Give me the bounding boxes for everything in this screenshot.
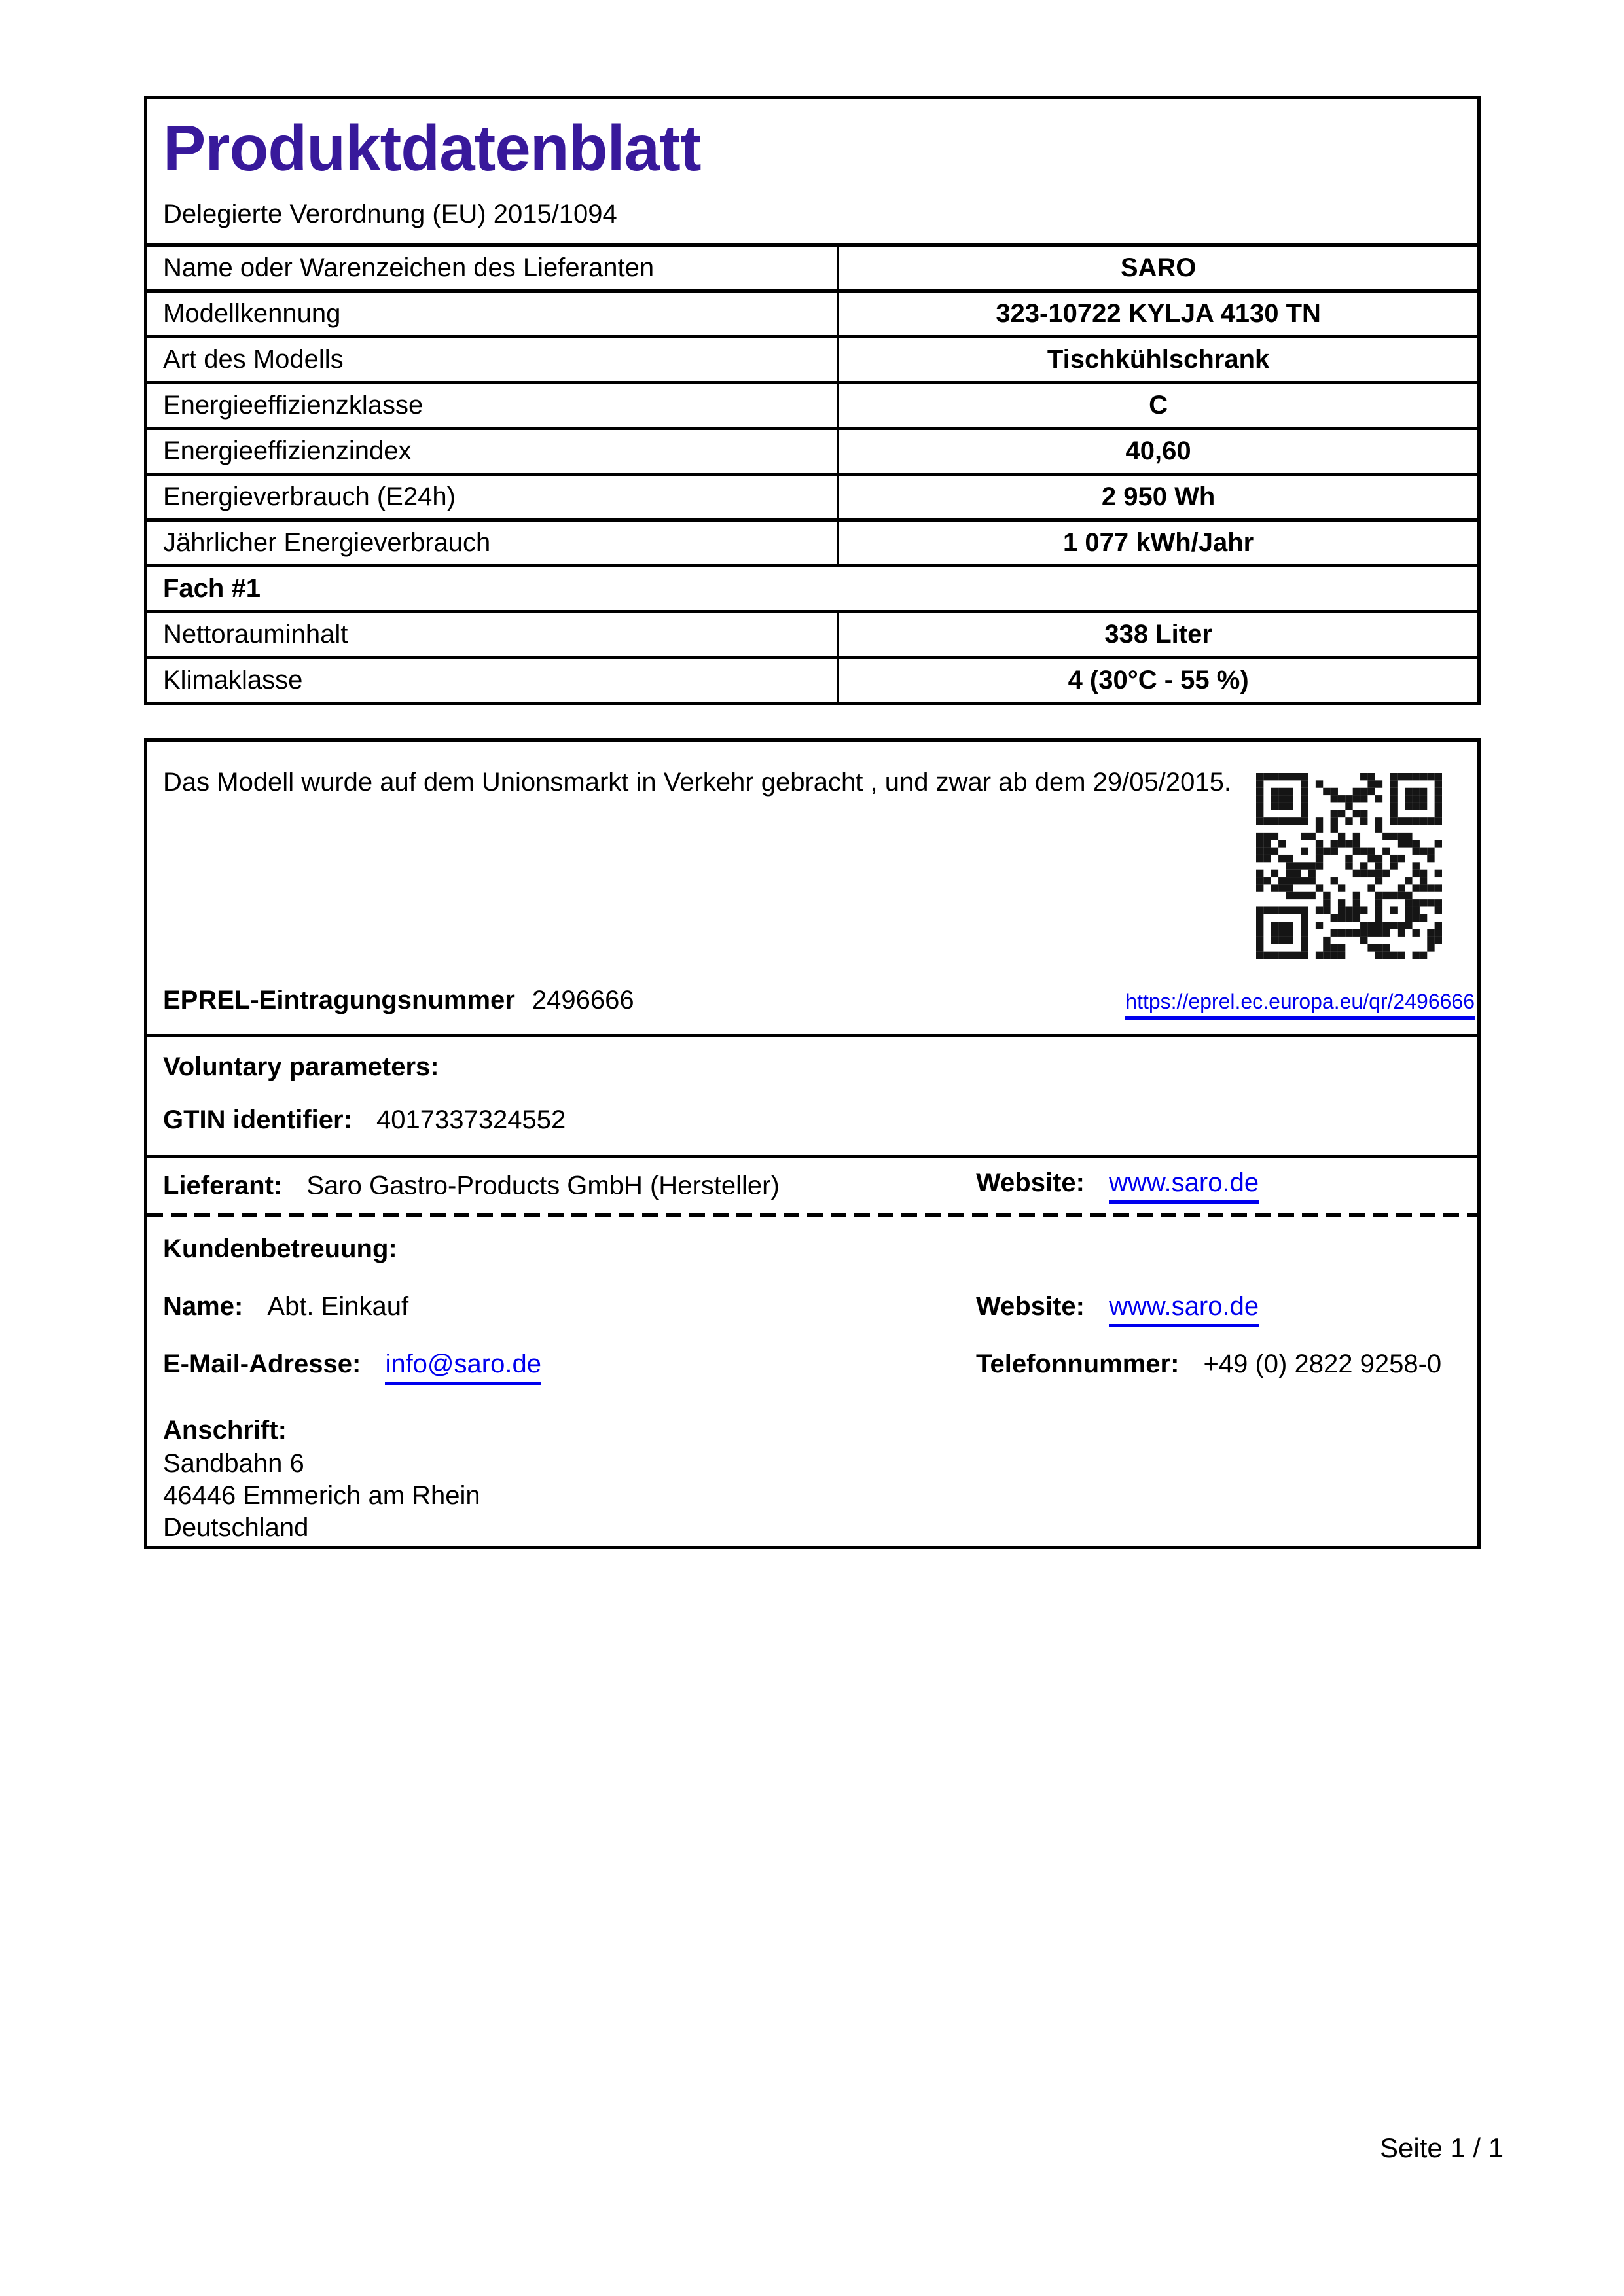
website-label: Website: [976,1168,1085,1197]
spec-value: 40,60 [839,429,1477,475]
address-line-street: Sandbahn 6 [163,1449,304,1478]
voluntary-section [147,1037,1477,1155]
eprel-row [163,986,1475,1020]
gtin-value: 4017337324552 [376,1105,566,1134]
datasheet-main-box [144,96,1481,705]
website-label: Website: [976,1292,1085,1321]
phone-label: Telefonnummer: [976,1350,1180,1378]
datasheet-header [147,99,1477,243]
name-value: Abt. Einkauf [267,1292,409,1321]
customer-support-section [147,1217,1477,1547]
qr-code [1256,773,1442,959]
spec-value: SARO [839,245,1477,291]
eprel-label: EPREL-Eintragungsnummer [163,986,515,1014]
spec-row-climate-class [147,658,1477,702]
spec-label: Energieeffizienzindex [147,429,839,475]
spec-label: Energieverbrauch (E24h) [147,475,839,520]
spec-label: Energieeffizienzklasse [147,383,839,429]
gtin-row [163,1105,1462,1135]
address-line-city: 46446 Emmerich am Rhein [163,1480,480,1510]
address-label: Anschrift: [163,1416,287,1444]
spec-row-annual-consumption [147,520,1477,566]
spec-value: C [839,383,1477,429]
section-header: Fach #1 [147,566,1477,612]
email-link[interactable]: info@saro.de [385,1349,541,1385]
email-label: E-Mail-Adresse: [163,1350,361,1378]
spec-row-energy-class [147,383,1477,429]
spec-value: 338 Liter [839,612,1477,658]
page-number: Seite 1 / 1 [1380,2132,1504,2163]
supplier-section [147,1158,1477,1213]
spec-row-model-type [147,337,1477,383]
market-placement-text: Das Modell wurde auf dem Unionsmarkt in Verkehr gebracht , und zwar ab dem 29/05/2015. [163,768,1231,797]
address-lines [163,1448,1462,1543]
phone-pair [976,1349,1441,1379]
supplier-website-link[interactable]: www.saro.de [1109,1168,1259,1204]
supplier-pair [163,1171,780,1200]
spec-row-energy-index [147,429,1477,475]
support-email-row [163,1349,1462,1385]
spec-label: Art des Modells [147,337,839,383]
spec-value: 1 077 kWh/Jahr [839,520,1477,566]
spec-value: 4 (30°C - 55 %) [839,658,1477,702]
datasheet-info-box [144,738,1481,1549]
spec-value: 323-10722 KYLJA 4130 TN [839,291,1477,337]
spec-row-supplier [147,245,1477,291]
supplier-value: Saro Gastro-Products GmbH (Hersteller) [306,1171,780,1200]
spec-table [147,243,1477,702]
regulation-subtitle: Delegierte Verordnung (EU) 2015/1094 [163,199,617,228]
address-line-country: Deutschland [163,1513,309,1542]
phone-value: +49 (0) 2822 9258-0 [1203,1350,1442,1378]
spec-value: Tischkühlschrank [839,337,1477,383]
gtin-label: GTIN identifier: [163,1105,352,1134]
spec-row-model-id [147,291,1477,337]
name-label: Name: [163,1292,244,1321]
voluntary-heading: Voluntary parameters: [163,1052,439,1081]
spec-label: Jährlicher Energieverbrauch [147,520,839,566]
support-website-pair [976,1291,1259,1327]
supplier-website-pair [976,1168,1259,1204]
spec-label: Klimaklasse [147,658,839,702]
spec-value: 2 950 Wh [839,475,1477,520]
support-website-link[interactable]: www.saro.de [1109,1291,1259,1327]
spec-row-compartment-section [147,566,1477,612]
address-block [163,1415,1462,1543]
spec-label: Nettorauminhalt [147,612,839,658]
market-section [147,742,1477,1034]
supplier-label: Lieferant: [163,1171,283,1200]
eprel-number: 2496666 [532,986,634,1014]
spec-label: Name oder Warenzeichen des Lieferanten [147,245,839,291]
support-name-row [163,1291,1462,1321]
spec-label: Modellkennung [147,291,839,337]
spec-row-energy-consumption [147,475,1477,520]
page-title: Produktdatenblatt [163,112,701,184]
support-heading: Kundenbetreuung: [163,1234,397,1263]
spec-row-net-volume [147,612,1477,658]
eprel-link[interactable]: https://eprel.ec.europa.eu/qr/2496666 [1125,990,1475,1020]
